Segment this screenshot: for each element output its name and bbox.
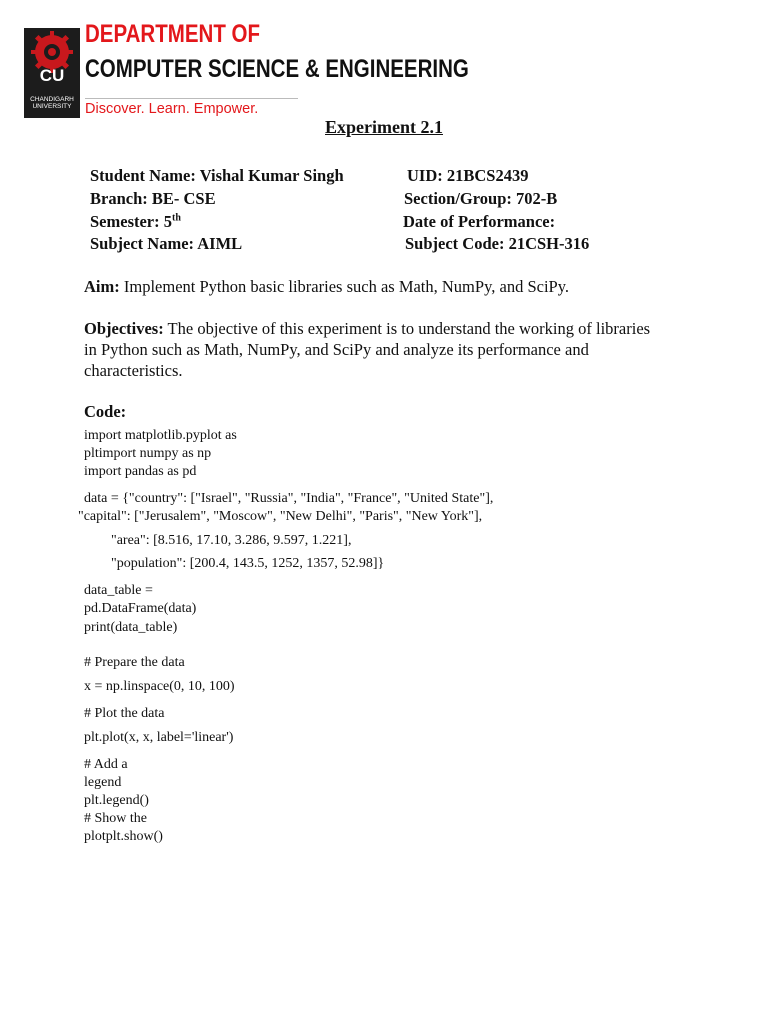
code-line: data = {"country": ["Israel", "Russia", "India", "France", "United State"], [84,491,494,506]
code-line: # Show the [84,811,147,826]
code-line: "population": [200.4, 143.5, 1252, 1357, 52.98]} [111,556,385,571]
code-line: pd.DataFrame(data) [84,601,197,616]
code-line: print(data_table) [84,620,178,635]
code-line: plt.plot(x, x, label='linear') [84,730,234,745]
subject-name: Subject Name: AIML [90,234,243,253]
code-line: pltimport numpy as np [84,446,212,461]
aim-label: Aim: [84,277,120,296]
subject-code: Subject Code: 21CSH-316 [405,234,590,253]
semester-suffix: th [172,212,181,224]
code-line: data_table = [84,583,153,598]
aim-text: Implement Python basic libraries such as Math, NumPy, and SciPy. [119,277,570,296]
objectives-label: Objectives: [84,319,164,338]
semester [90,212,181,232]
tagline: Discover. Learn. Empower. [85,101,259,117]
department-title-line1: DEPARTMENT OF [85,20,261,48]
code-heading: Code: [84,402,127,421]
code-line: import matplotlib.pyplot as [84,428,237,443]
code-line: plotplt.show() [84,829,163,844]
section-group: Section/Group: 702-B [404,189,558,208]
objectives-text: The objective of this experiment is to understand the working of libraries in Python such as Math, NumPy, and SciPy and analyze its performance and characteristics. [84,319,651,380]
objectives-paragraph [84,318,664,381]
aim-paragraph [84,276,684,297]
branch: Branch: BE- CSE [90,189,216,208]
code-line: # Plot the data [84,706,165,721]
uid: UID: 21BCS2439 [407,166,529,185]
department-title-line2: COMPUTER SCIENCE & ENGINEERING [85,55,469,83]
code-line: import pandas as pd [84,464,197,479]
code-line: "capital": ["Jerusalem", "Moscow", "New Delhi", "Paris", "New York"], [78,509,483,524]
code-line: # Add a [84,757,128,772]
logo-subtext: CHANDIGARH UNIVERSITY [30,96,74,110]
code-line: # Prepare the data [84,655,185,670]
code-line: x = np.linspace(0, 10, 100) [84,679,235,694]
header-divider [85,98,298,99]
code-line: plt.legend() [84,793,149,808]
code-line: "area": [8.516, 17.10, 3.286, 9.597, 1.221], [111,533,352,548]
student-name: Student Name: Vishal Kumar Singh [90,166,344,185]
logo-text: CU [39,66,65,85]
experiment-title [0,117,768,138]
date-of-performance: Date of Performance: [403,212,556,231]
experiment-title-text: Experiment 2.1 [325,117,443,137]
semester-text: Semester: 5 [90,212,173,231]
code-line: legend [84,775,122,790]
